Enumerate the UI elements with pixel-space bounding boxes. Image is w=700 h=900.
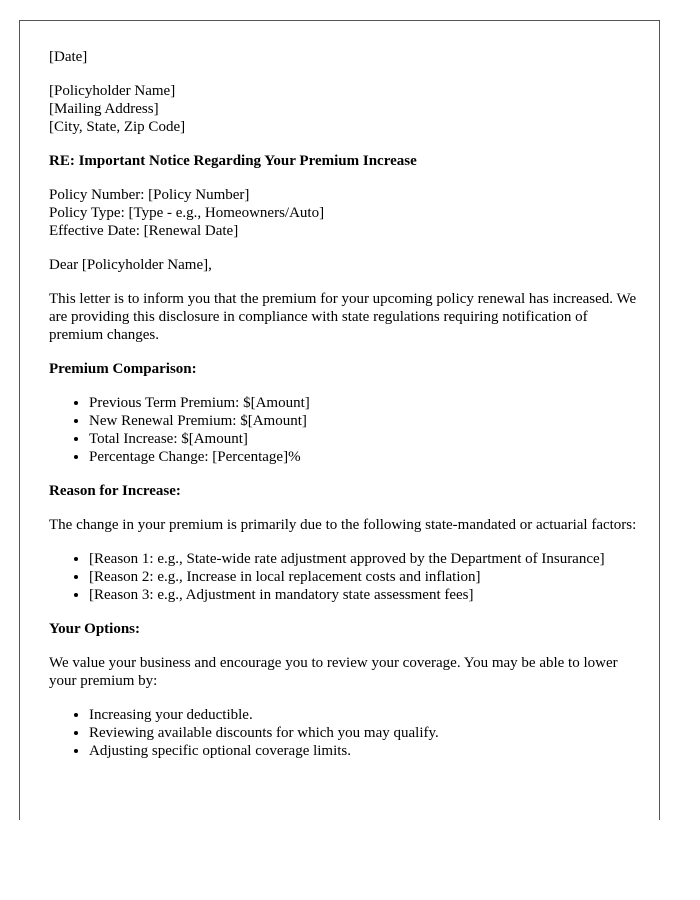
list-item: • Reviewing available discounts for which you may qualify. xyxy=(89,724,639,742)
list-item: • Previous Term Premium: $[Amount] xyxy=(89,394,639,412)
policy-details xyxy=(49,186,639,240)
letter-content xyxy=(49,48,639,776)
letter-page xyxy=(19,20,660,820)
policy-number: Policy Number: [Policy Number] xyxy=(49,187,250,203)
recipient-city-state-zip: [City, State, Zip Code] xyxy=(49,119,186,135)
list-item: • Adjusting specific optional coverage limits. xyxy=(89,742,639,760)
list-item: • [Reason 3: e.g., Adjustment in mandatory state assessment fees] xyxy=(89,586,639,604)
options-heading: Your Options: xyxy=(49,621,140,637)
options-list xyxy=(49,706,639,760)
premium-comparison-heading: Premium Comparison: xyxy=(49,361,197,377)
reason-intro: The change in your premium is primarily due to the following state-mandated or actuarial factors: xyxy=(49,517,637,533)
premium-comparison-list xyxy=(49,394,639,466)
list-item: • Total Increase: $[Amount] xyxy=(89,430,639,448)
reason-heading: Reason for Increase: xyxy=(49,483,181,499)
list-item: • Increasing your deductible. xyxy=(89,706,639,724)
reason-list xyxy=(49,550,639,604)
letter-subject: RE: Important Notice Regarding Your Premium Increase xyxy=(49,153,417,169)
policy-effective-date: Effective Date: [Renewal Date] xyxy=(49,223,239,239)
policy-type: Policy Type: [Type - e.g., Homeowners/Auto] xyxy=(49,205,325,221)
options-intro: We value your business and encourage you to review your coverage. You may be able to lower your premium by: xyxy=(49,655,618,689)
recipient-address xyxy=(49,82,639,136)
letter-date: [Date] xyxy=(49,49,88,65)
list-item: • [Reason 2: e.g., Increase in local replacement costs and inflation] xyxy=(89,568,639,586)
intro-paragraph: This letter is to inform you that the premium for your upcoming policy renewal has increased. We are providing this disclosure in compliance with state regulations requiring notification of premium changes. xyxy=(49,291,637,343)
list-item: • [Reason 1: e.g., State-wide rate adjustment approved by the Department of Insurance] xyxy=(89,550,639,568)
list-item: • Percentage Change: [Percentage]% xyxy=(89,448,639,466)
salutation: Dear [Policyholder Name], xyxy=(49,257,212,273)
list-item: • New Renewal Premium: $[Amount] xyxy=(89,412,639,430)
recipient-name: [Policyholder Name] xyxy=(49,83,176,99)
recipient-mailing-address: [Mailing Address] xyxy=(49,101,159,117)
